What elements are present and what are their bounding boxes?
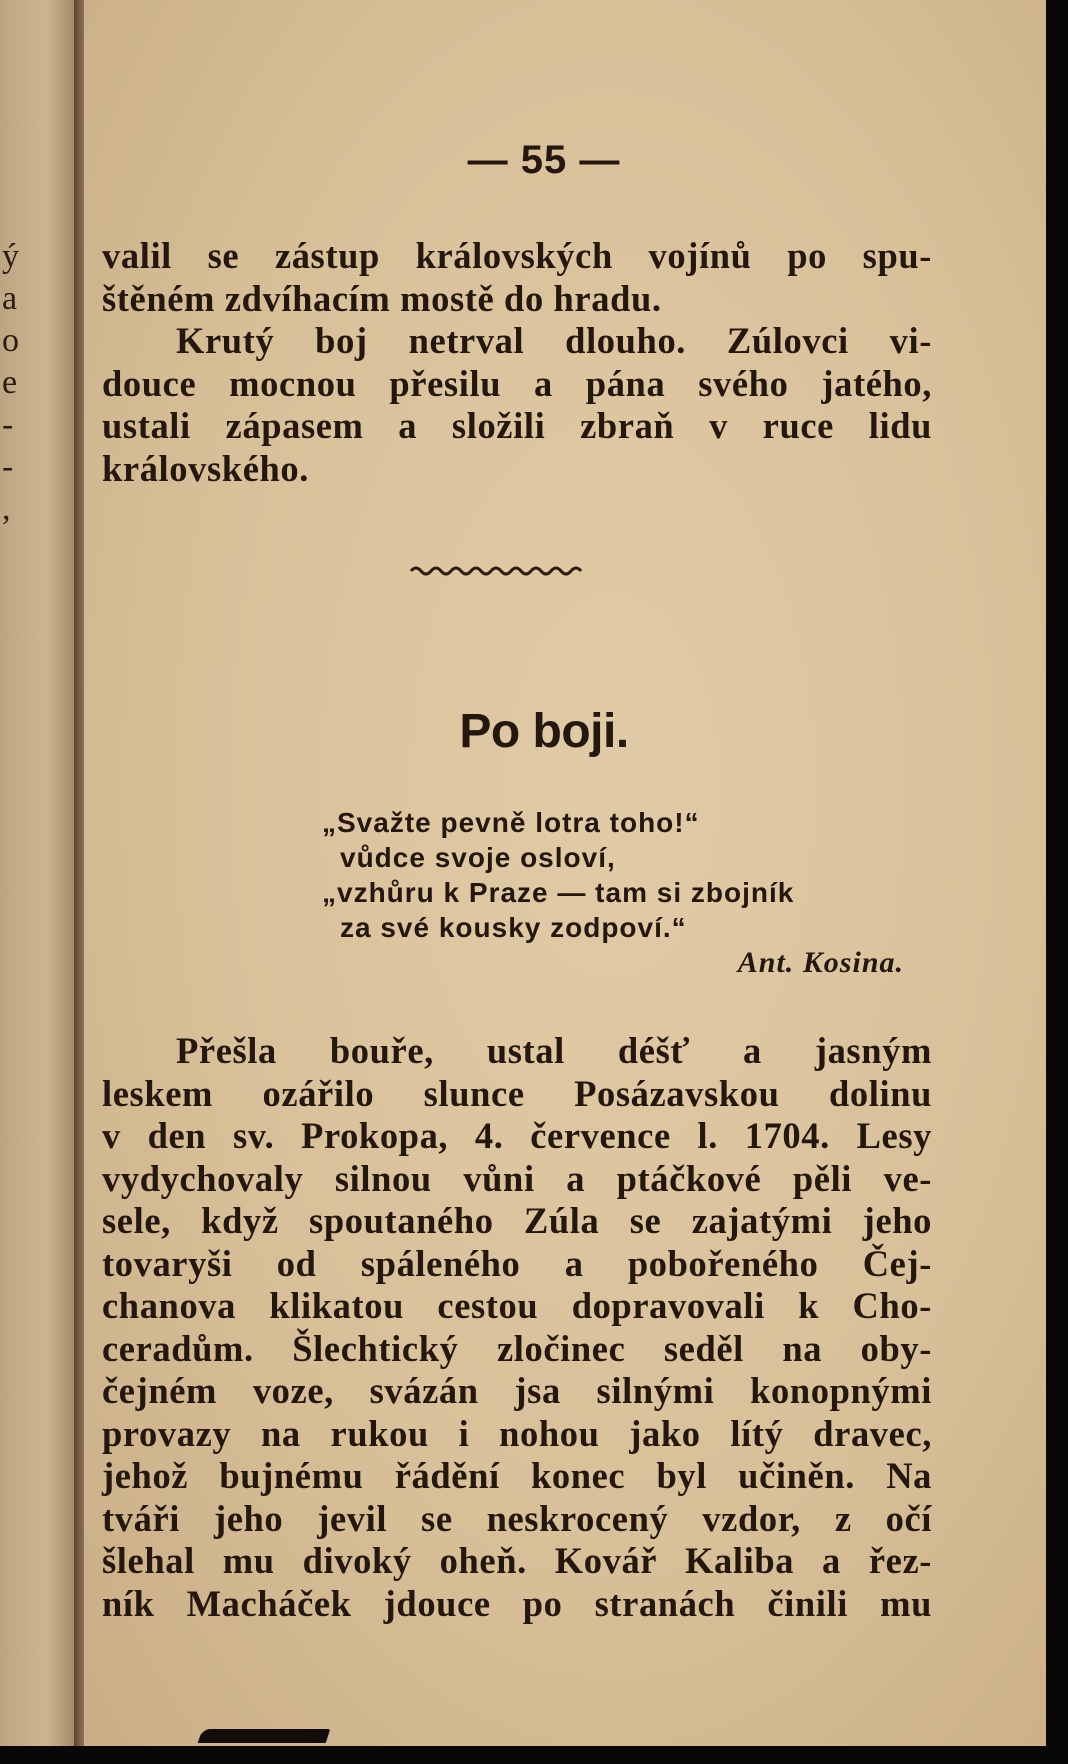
main-paragraph bbox=[102, 1030, 932, 1625]
book-gutter bbox=[74, 0, 84, 1764]
scan-bottom-edge bbox=[0, 1746, 1068, 1764]
text-line: tváři jeho jevil se neskrocený vzdor, z očí bbox=[102, 1497, 932, 1539]
epigraph-line: vůdce svoje osloví, bbox=[340, 842, 616, 873]
epigraph-author: Ant. Kosina. bbox=[737, 946, 904, 979]
text-line: tovaryši od spáleného a pobořeného Čej- bbox=[102, 1242, 932, 1284]
text-line: leskem ozářilo slunce Posázavskou dolinu bbox=[102, 1072, 932, 1114]
text-line: ník Macháček jdouce po stranách činili mu bbox=[102, 1582, 932, 1624]
text-line: královského. bbox=[102, 447, 309, 489]
fragment: e bbox=[2, 364, 18, 401]
text-line: Přešla bouře, ustal déšť a jasným bbox=[176, 1030, 932, 1071]
text-line: chanova klikatou cestou dopravovali k Cho- bbox=[102, 1285, 932, 1326]
book-page bbox=[84, 0, 1046, 1746]
epigraph bbox=[84, 805, 904, 980]
section-title: Po boji. bbox=[459, 705, 629, 758]
wavy-divider bbox=[409, 564, 589, 578]
text-line: Krutý boj netrval dlouho. Zúlovci vi- bbox=[176, 320, 932, 361]
epigraph-line: za své kousky zodpoví.“ bbox=[340, 912, 687, 943]
previous-page-edge bbox=[0, 0, 78, 1764]
fragment: o bbox=[2, 322, 19, 359]
epigraph-line: „Svažte pevně lotra toho!“ bbox=[322, 807, 700, 838]
page-edge-shadow bbox=[1046, 0, 1068, 1764]
page-number: — 55 — bbox=[467, 138, 621, 182]
text-line: ceradům. Šlechtický zločinec seděl na oby- bbox=[102, 1327, 932, 1369]
top-paragraph bbox=[102, 235, 932, 490]
fragment: , bbox=[2, 490, 11, 527]
text-line: douce mocnou přesilu a pána svého jatého, bbox=[102, 362, 932, 404]
fragment: - bbox=[2, 406, 14, 443]
fragment: - bbox=[2, 448, 14, 485]
text-line: valil se zástup královských vojínů po spu- bbox=[102, 235, 932, 276]
text-line: šlehal mu divoký oheň. Kovář Kaliba a řez- bbox=[102, 1540, 932, 1581]
text-line: ustali zápasem a složili zbraň v ruce lidu bbox=[102, 405, 932, 446]
text-line: vydychovaly silnou vůni a ptáčkové pěli ve- bbox=[102, 1157, 932, 1199]
text-line: jehož bujnému řádění konec byl učiněn. Na bbox=[102, 1455, 932, 1496]
fragment: a bbox=[2, 280, 18, 317]
text-line: štěném zdvíhacím mostě do hradu. bbox=[102, 277, 662, 319]
ink-stain bbox=[198, 1729, 331, 1743]
text-line: provazy na rukou i nohou jako lítý dravec, bbox=[102, 1412, 932, 1454]
previous-page-text-fragments bbox=[2, 236, 19, 530]
epigraph-line: „vzhůru k Praze — tam si zbojník bbox=[322, 877, 795, 908]
text-line: sele, když spoutaného Zúla se zajatými jeho bbox=[102, 1200, 932, 1241]
fragment: ý bbox=[2, 238, 19, 275]
text-line: čejném voze, svázán jsa silnými konopnými bbox=[102, 1370, 932, 1411]
text-line: v den sv. Prokopa, 4. července l. 1704. Lesy bbox=[102, 1115, 932, 1156]
